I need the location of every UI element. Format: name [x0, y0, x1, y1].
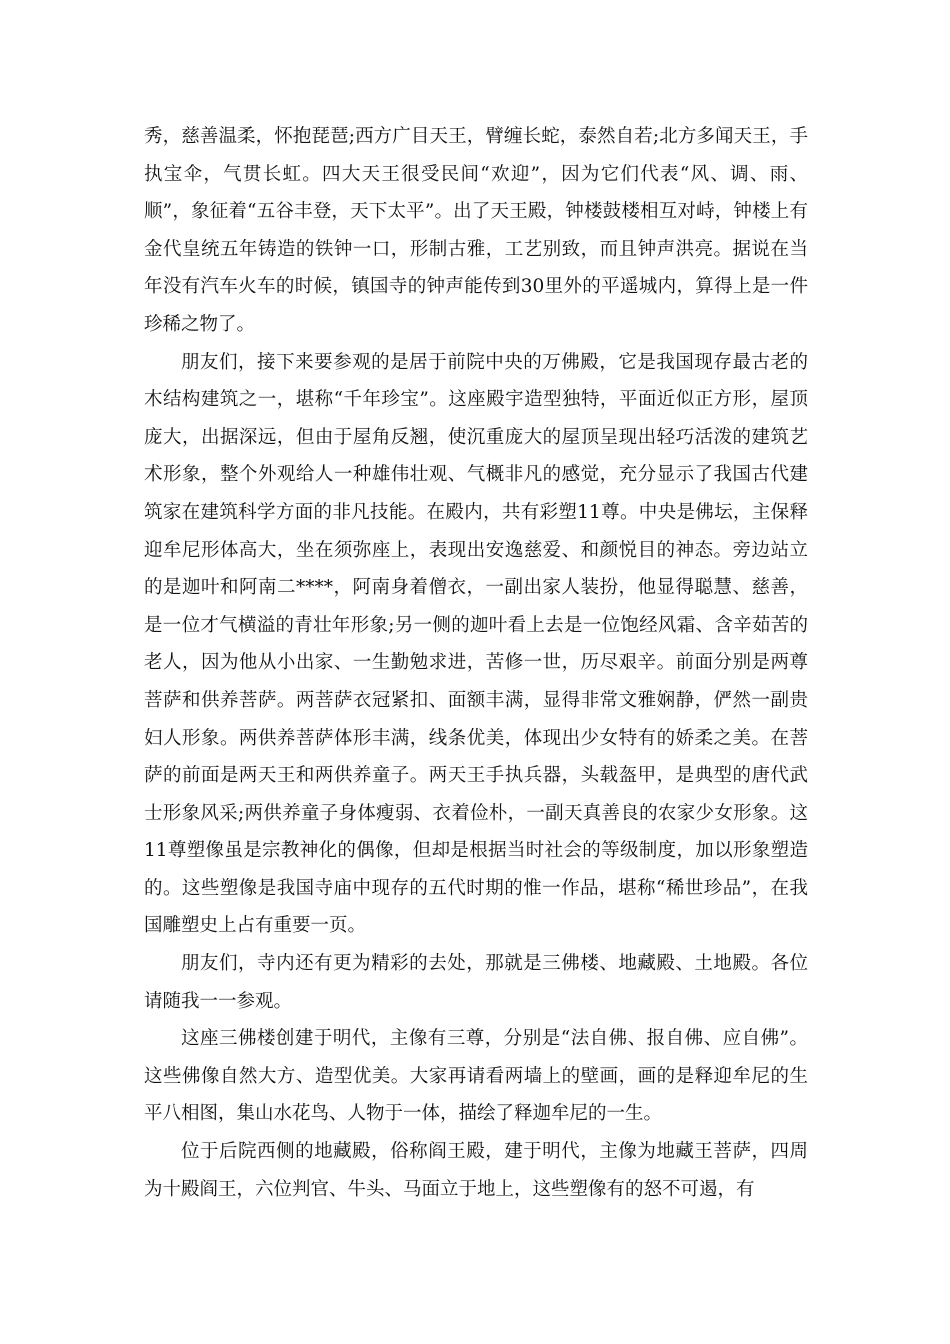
paragraph-wanfo-hall: 朋友们，接下来要参观的是居于前院中央的万佛殿，它是我国现存最古老的木结构建筑之一，堪称“千年珍宝”。这座殿宇造型独特，平面近似正方形，屋顶庞大，出据深远，但由于屋角反翘，使沉重庞大的屋顶呈现出轻巧活泼的建筑艺术形象，整个外观给人一种雄伟壮观、气概非凡的感觉，充分显示了我国古代建筑家在建筑科学方面的非凡技能。在殿内，共有彩塑11尊。中央是佛坛，主保释迎牟尼形体高大，坐在须弥座上，表现出安逸慈爱、和颜悦目的神态。旁边站立的是迦叶和阿南二****，阿南身着僧衣，一副出家人装扮，他显得聪慧、慈善，是一位才气横溢的青壮年形象;另一侧的迦叶看上去是一位饱经风霜、含辛茹苦的老人，因为他从小出家、一生勤勉求进，苦修一世，历尽艰辛。前面分别是两尊菩萨和供养菩萨。两菩萨衣冠紧扣、面额丰满，显得非常文雅娴静，俨然一副贵妇人形象。两供养菩萨体形丰满，线条优美，体现出少女特有的娇柔之美。在菩萨的前面是两天王和两供养童子。两天王手执兵器，头载盔甲，是典型的唐代武士形象风采;两供养童子身体瘦弱、衣着俭朴，一副天真善良的农家少女形象。这11尊塑像虽是宗教神化的偶像，但却是根据当时社会的等级制度，加以形象塑造的。这些塑像是我国寺庙中现存的五代时期的惟一作品，堪称“稀世珍品”，在我国雕塑史上占有重要一页。	[144, 351, 808, 937]
paragraph-other-sites: 朋友们，寺内还有更为精彩的去处，那就是三佛楼、地藏殿、土地殿。各位请随我一一参观。	[144, 953, 808, 1012]
paragraph-dizang-hall: 位于后院西侧的地藏殿，俗称阎王殿，建于明代，主像为地藏王菩萨，四周为十殿阎王，六位判官、牛头、马面立于地上，这些塑像有的怒不可遏，有	[144, 1141, 808, 1200]
paragraph-sanfo-tower: 这座三佛楼创建于明代，主像有三尊，分别是“法自佛、报自佛、应自佛”。这些佛像自然大方、造型优美。大家再请看两墙上的壁画，画的是释迎牟尼的生平八相图，集山水花鸟、人物于一体，描绘了释迦牟尼的一生。	[144, 1028, 808, 1125]
document-body	[144, 118, 808, 1208]
paragraph-continued: 秀，慈善温柔，怀抱琵琶;西方广目天王，臂缠长蛇，泰然自若;北方多闻天王，手执宝伞，气贯长虹。四大天王很受民间“欢迎”，因为它们代表“风、调、雨、顺”，象征着“五谷丰登，天下太平”。出了天王殿，钟楼鼓楼相互对峙，钟楼上有金代皇统五年铸造的铁钟一口，形制古雅，工艺别致，而且钟声洪亮。据说在当年没有汽车火车的时候，镇国寺的钟声能传到30里外的平遥城内，算得上是一件珍稀之物了。	[144, 126, 808, 335]
